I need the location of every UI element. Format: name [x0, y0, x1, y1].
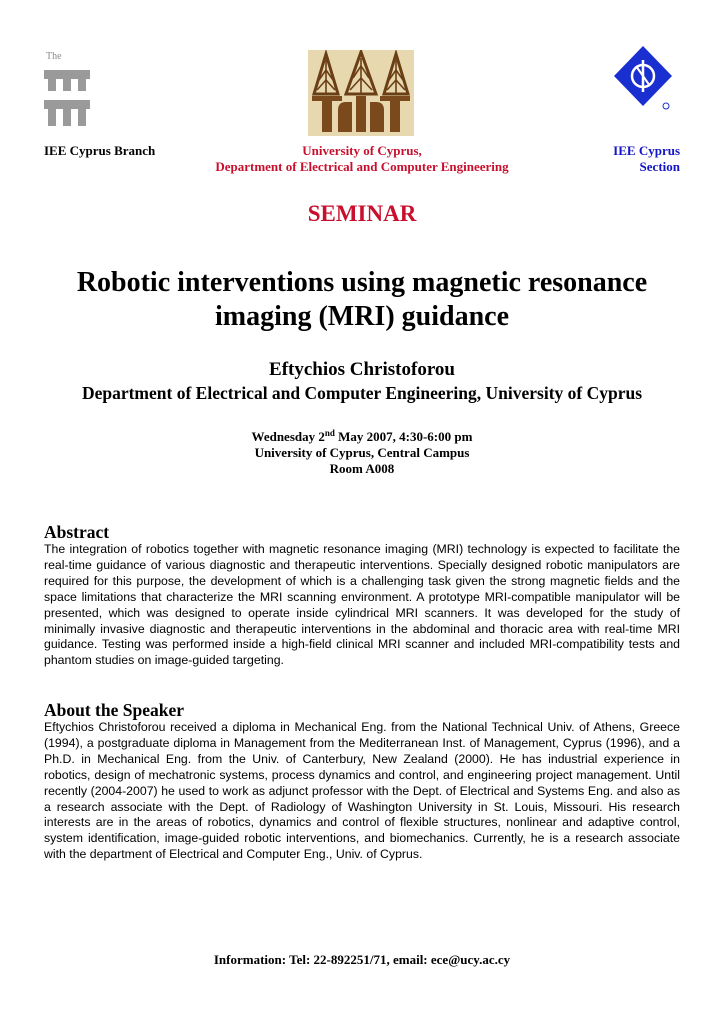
event-details	[0, 429, 724, 477]
university-name: University of Cyprus,	[302, 143, 422, 158]
abstract-text: The integration of robotics together with magnetic resonance imaging (MRI) technology is expected to facilitate the real-time guidance of various diagnostic and therapeutic interventions. Specially designed robotic manipulators are required for this purpose, the development of which is a challenging task given the strong magnetic fields and the space limitations that characterize the MRI scanning environment. A prototype MRI-compatible manipulator will be presented, which was designed to operate inside cylindrical MRI scanners. It was developed for the study of minimally invasive diagnostic and therapeutic interventions in the abdominal and thoracic area with real-time MRI guidance. Testing was performed inside a high-field clinical MRI scanner and included MRI-compatibility tests and phantom studies on image-guided targeting.	[44, 542, 680, 668]
title-line-1: Robotic interventions using magnetic resonance	[76, 267, 648, 298]
about-speaker-heading: About the Speaker	[44, 700, 185, 720]
contact-information: Information: Tel: 22-892251/71, email: ece@ucy.ac.cy	[213, 952, 511, 967]
abstract-heading: Abstract	[44, 522, 110, 542]
event-venue: University of Cyprus, Central Campus	[254, 445, 470, 460]
about-speaker-text: Eftychios Christoforou received a diploma in Mechanical Eng. from the National Technical Univ. of Athens, Greece (1994), a postgraduate diploma in Management from the Mediterranean Inst. of Management, Cyprus (1996), and a Ph.D. in Mechanical Eng. from the Univ. of Canterbury, New Zealand (2000). He has industrial experience in robotics, design of mechatronic systems, process dynamics and control, and engineering project management. Until recently (2004-2007) he used to work as adjunct professor with the Dept. of Electrical and Systems Eng. and also as a research associate with the Dept. of Radiology of Washington University in St. Louis, Missouri. His research interests are in the areas of robotics, dynamics and control of flexible structures, nonlinear and adaptive control, system identification, image-guided robotic interventions, and biomechanics. Currently, he is a research associate with the department of Electrical and Computer Eng., Univ. of Cyprus.	[44, 720, 680, 862]
title-line-2: imaging (MRI) guidance	[215, 301, 509, 332]
ieee-label-line1: IEE Cyprus	[613, 143, 680, 158]
department-name: Department of Electrical and Computer Engineering	[215, 159, 509, 174]
university-header	[150, 143, 574, 175]
iee-logo	[44, 48, 90, 128]
seminar-heading: SEMINAR	[307, 201, 417, 226]
seminar-title	[40, 266, 684, 334]
speaker-name: Eftychios Christoforou	[269, 359, 455, 380]
university-of-cyprus-logo	[308, 50, 414, 136]
iee-logo-text: The	[46, 51, 62, 62]
ieee-cyprus-section-label	[613, 143, 680, 175]
ieee-label-line2: Section	[639, 159, 680, 174]
event-date: Wednesday 2nd May 2007, 4:30-6:00 pm	[251, 428, 473, 444]
event-room: Room A008	[329, 461, 395, 476]
ieee-logo	[612, 44, 674, 116]
speaker-department: Department of Electrical and Computer Engineering, University of Cyprus	[81, 383, 643, 403]
iee-cyprus-branch-label: IEE Cyprus Branch	[44, 143, 156, 158]
